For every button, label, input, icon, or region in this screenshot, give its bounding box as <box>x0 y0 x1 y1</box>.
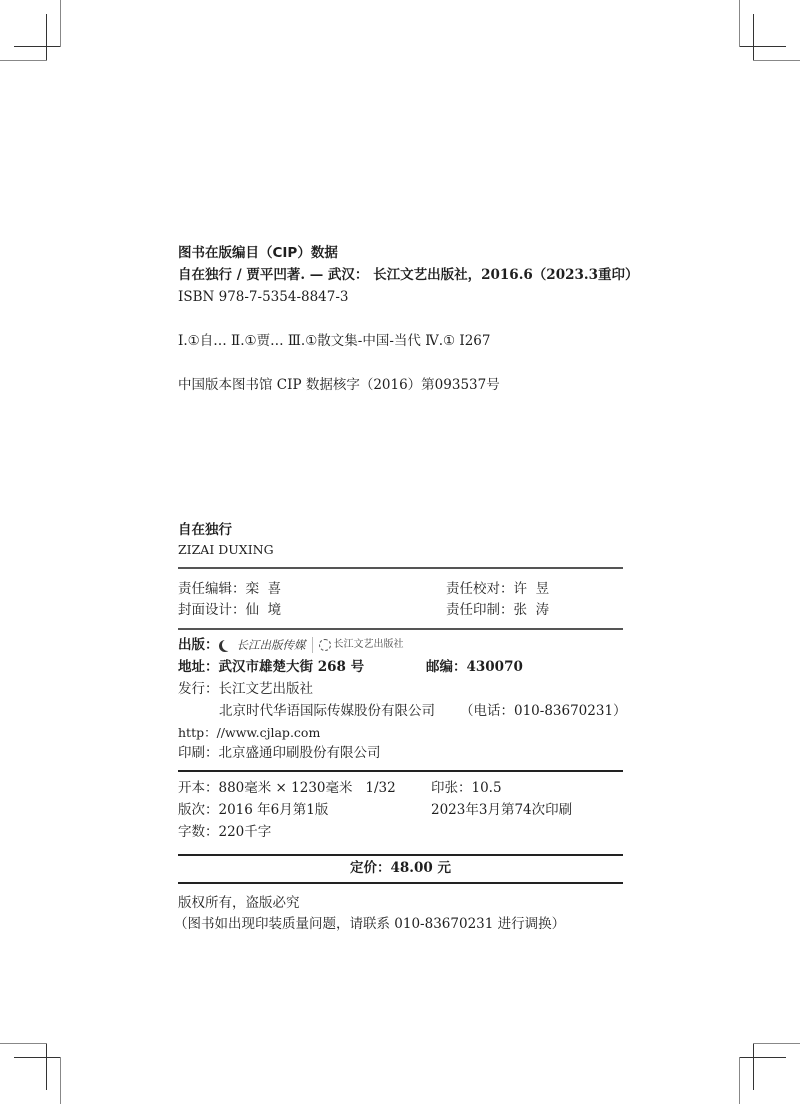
quality-notice: （图书如出现印装质量问题，请联系 010-83670231 进行调换） <box>174 916 566 932</box>
publisher-line <box>178 636 404 654</box>
website-link[interactable]: http：//www.cjlap.com <box>178 725 321 740</box>
postcode-line <box>426 658 523 676</box>
logo-separator <box>312 637 313 653</box>
book-pinyin-title: ZIZAI DUXING <box>178 542 274 557</box>
distributor-phone: （电话：010-83670231） <box>460 703 627 719</box>
credit-editor <box>178 580 281 598</box>
printer-value: 北京盛通印刷股份有限公司 <box>218 745 381 761</box>
postcode-label: 邮编： <box>426 659 467 675</box>
wordcount-value: 220千字 <box>218 824 272 840</box>
credit-value: 许 昱 <box>513 581 550 597</box>
sun-logo-icon <box>319 639 331 651</box>
address-label: 地址： <box>178 659 219 675</box>
sheets-value: 10.5 <box>471 780 502 796</box>
postcode-value: 430070 <box>466 659 523 675</box>
printer-line <box>178 744 381 762</box>
credit-value: 仙 境 <box>245 602 282 618</box>
credit-print-supervisor <box>446 601 549 619</box>
price-label: 定价： <box>350 860 391 876</box>
credit-label: 责任校对： <box>446 581 514 597</box>
credit-proofreader <box>446 580 549 598</box>
cip-heading: 图书在版编目（CIP）数据 <box>178 245 338 261</box>
credit-value: 栾 喜 <box>245 581 282 597</box>
divider <box>178 882 623 884</box>
format-value: 880毫米 × 1230毫米 1/32 <box>218 780 396 796</box>
publisher-logo-imprint: 长江文艺出版社 <box>319 636 404 654</box>
edition-label: 版次： <box>178 802 219 818</box>
credit-label: 封面设计： <box>178 602 246 618</box>
wordcount-label: 字数： <box>178 824 219 840</box>
format-line <box>178 779 396 797</box>
price-value: 48.00 元 <box>390 860 451 876</box>
price-block <box>178 859 623 879</box>
edition-value: 2016 年6月第1版 <box>218 802 329 818</box>
format-label: 开本： <box>178 780 219 796</box>
rights-statement: 版权所有，盗版必究 <box>178 895 300 911</box>
address-line <box>178 658 364 676</box>
distributor-1: 长江文艺出版社 <box>218 681 313 697</box>
divider <box>178 567 623 569</box>
printing-value: 2023年3月第74次印刷 <box>431 802 573 818</box>
credit-label: 责任编辑： <box>178 581 246 597</box>
distributor-line <box>178 680 313 698</box>
address-value: 武汉市雄楚大街 268 号 <box>218 659 365 675</box>
credit-label: 责任印制： <box>446 602 514 618</box>
classification: Ⅰ.①自… Ⅱ.①贾… Ⅲ.①散文集-中国-当代 Ⅳ.① I267 <box>178 333 491 349</box>
divider <box>178 770 623 772</box>
price-line <box>178 859 623 877</box>
publisher-label: 出版： <box>178 637 219 653</box>
cip-record-line: 自在独行 / 贾平凹著. — 武汉： 长江文艺出版社，2016.6（2023.3重印） <box>178 267 639 283</box>
publisher-logo-group: 长江出版传媒 <box>219 636 306 654</box>
book-title: 自在独行 <box>178 522 232 538</box>
sheets-label: 印张： <box>431 780 472 796</box>
sheets-line <box>431 779 502 797</box>
credit-value: 张 涛 <box>513 602 550 618</box>
isbn: ISBN 978-7-5354-8847-3 <box>178 289 349 305</box>
library-note: 中国版本图书馆 CIP 数据核字（2016）第093537号 <box>178 377 500 393</box>
distributor-label: 发行： <box>178 681 219 697</box>
edition-line <box>178 801 328 819</box>
wordcount-line <box>178 823 271 841</box>
printer-label: 印刷： <box>178 745 219 761</box>
credit-cover-design <box>178 601 281 619</box>
divider <box>178 628 623 630</box>
distributor-2: 北京时代华语国际传媒股份有限公司 <box>219 703 435 719</box>
moon-logo-icon <box>222 639 234 651</box>
divider <box>178 854 623 856</box>
